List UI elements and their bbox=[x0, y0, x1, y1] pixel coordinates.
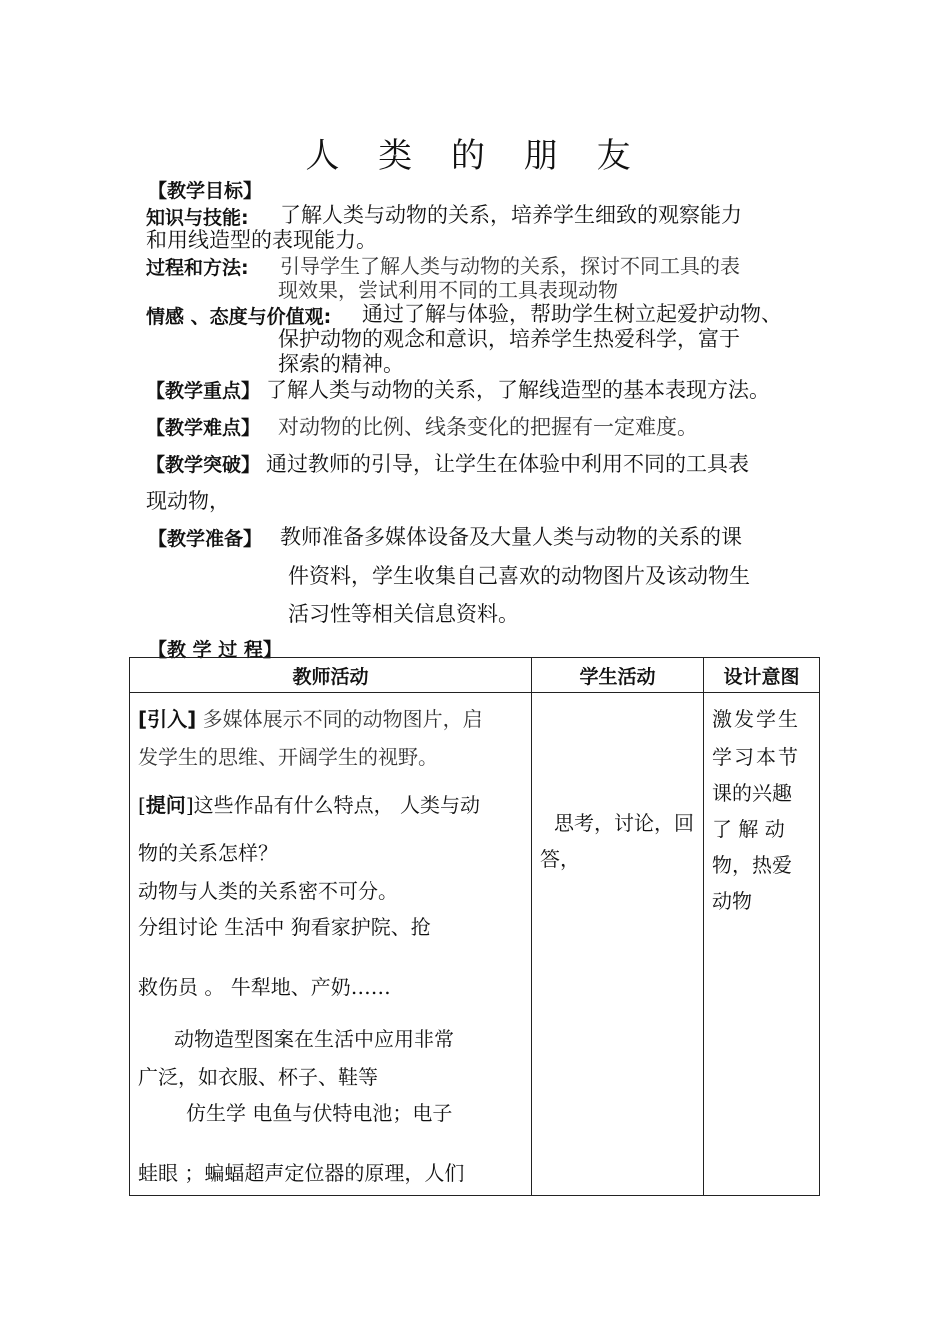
question-line-1: ]这些作品有什么特点， 人类与动 bbox=[185, 793, 480, 817]
process-label: 过程和方法: bbox=[146, 257, 249, 279]
student-line-1: 思考，讨论，回 bbox=[554, 811, 694, 835]
table-header-row bbox=[130, 658, 820, 693]
breakthrough-label: 【教学突破】 bbox=[146, 454, 261, 476]
preparation-line-2: 件资料，学生收集自己喜欢的动物图片及该动物生 bbox=[288, 564, 750, 588]
student-activity-cell bbox=[532, 693, 704, 1196]
process-line-2: 现效果，尝试利用不同的工具表现动物 bbox=[278, 278, 618, 302]
lesson-process-table bbox=[129, 657, 820, 1196]
breakthrough-line-2: 现动物， bbox=[146, 489, 230, 513]
knowledge-line-2: 和用线造型的表现能力。 bbox=[146, 228, 377, 252]
preparation-line-1: 教师准备多媒体设备及大量人类与动物的关系的课 bbox=[280, 525, 742, 549]
preparation-label: 【教学准备】 bbox=[148, 528, 263, 550]
process-line-1: 引导学生了解人类与动物的关系，探讨不同工具的表 bbox=[280, 254, 740, 278]
emotion-line-1: 通过了解与体验，帮助学生树立起爱护动物、 bbox=[362, 302, 782, 326]
bionics-line-1: 仿生学 电鱼与伏特电池；电子 bbox=[186, 1101, 453, 1125]
intent-line-3: 课的兴趣 bbox=[712, 781, 792, 805]
page-title: 人 类 的 朋 友 bbox=[305, 136, 645, 176]
student-line-2: 答， bbox=[540, 847, 580, 871]
difficulty-text: 对动物的比例、线条变化的把握有一定难度。 bbox=[278, 415, 698, 439]
intent-line-4: 了 解 动 bbox=[712, 817, 785, 841]
intro-line-1: 多媒体展示不同的动物图片，启 bbox=[196, 707, 483, 731]
table-row bbox=[130, 693, 820, 1196]
intent-line-5: 物，热爱 bbox=[712, 853, 792, 877]
emotion-label: 情感 、态度与价值观: bbox=[146, 306, 332, 328]
group-discussion-line-1: 分组讨论 生活中 狗看家护院、抢 bbox=[138, 915, 431, 939]
bionics-line-2: 蛙眼 ；蝙蝠超声定位器的原理，人们 bbox=[138, 1161, 465, 1185]
knowledge-line-1: 了解人类与动物的关系，培养学生细致的观察能力 bbox=[280, 203, 742, 227]
key-point-text: 了解人类与动物的关系，了解线造型的基本表现方法。 bbox=[266, 378, 770, 402]
preparation-line-3: 活习性等相关信息资料。 bbox=[288, 602, 519, 626]
question-line-2: 物的关系怎样？ bbox=[138, 841, 278, 865]
intro-line-2: 发学生的思维、开阔学生的视野。 bbox=[138, 745, 438, 769]
intent-line-6: 动物 bbox=[712, 889, 752, 913]
intro-label: [引入] bbox=[138, 707, 197, 731]
objectives-heading: 【教学目标】 bbox=[148, 180, 263, 202]
header-student-activity: 学生活动 bbox=[532, 658, 704, 693]
design-intent-cell bbox=[704, 693, 820, 1196]
header-design-intent: 设计意图 bbox=[704, 658, 820, 693]
intent-line-1: 激发学生 bbox=[712, 707, 800, 731]
group-discussion-line-2: 救伤员 。 牛犁地、产奶…… bbox=[138, 975, 391, 999]
question-bracket: [ bbox=[138, 793, 146, 817]
header-teacher-activity: 教师活动 bbox=[130, 658, 532, 693]
intent-line-2: 学习本节 bbox=[712, 745, 800, 769]
relation-line: 动物与人类的关系密不可分。 bbox=[138, 879, 398, 903]
difficulty-label: 【教学难点】 bbox=[146, 417, 261, 439]
pattern-line-1: 动物造型图案在生活中应用非常 bbox=[174, 1027, 454, 1051]
knowledge-label: 知识与技能: bbox=[146, 207, 249, 229]
emotion-line-3: 探索的精神。 bbox=[278, 352, 404, 376]
pattern-line-2: 广泛，如衣服、杯子、鞋等 bbox=[138, 1065, 378, 1089]
question-label: 提问 bbox=[145, 793, 186, 817]
teacher-activity-cell bbox=[130, 693, 532, 1196]
process-heading: 【教 学 过 程】 bbox=[148, 639, 282, 661]
key-point-label: 【教学重点】 bbox=[146, 380, 261, 402]
emotion-line-2: 保护动物的观念和意识，培养学生热爱科学，富于 bbox=[278, 327, 740, 351]
breakthrough-line-1: 通过教师的引导，让学生在体验中利用不同的工具表 bbox=[266, 452, 749, 476]
